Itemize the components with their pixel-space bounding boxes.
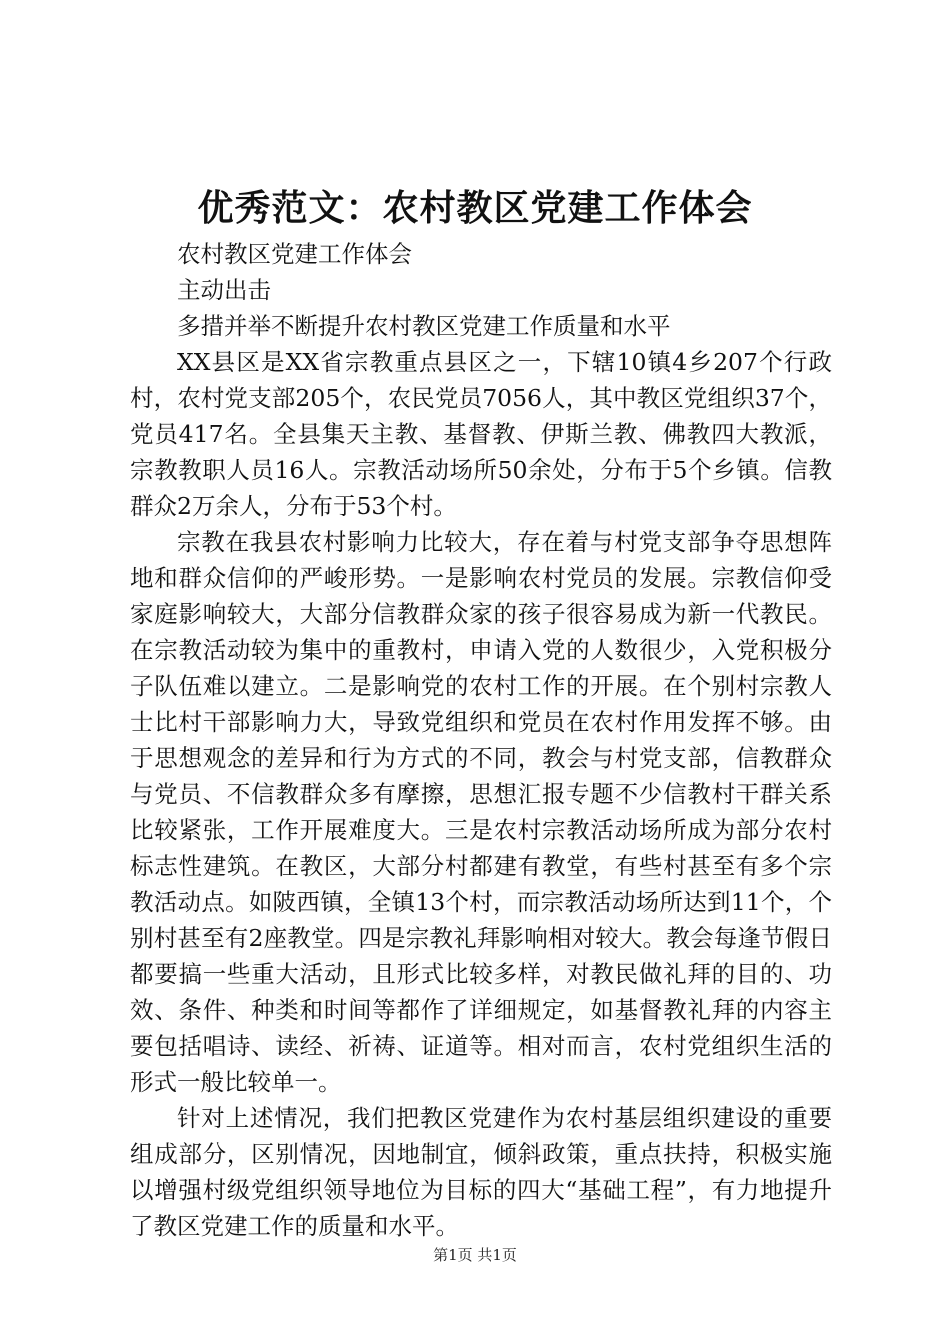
page-footer: 第1页 共1页: [433, 1246, 517, 1264]
paragraph-religion-impact: 宗教在我县农村影响力比较大，存在着与村党支部争夺思想阵地和群众信仰的严峻形势。一是影响农村党员的发展。宗教信仰受家庭影响较大，大部分信教群众家的孩子很容易成为新一代教民。在宗教活动较为集中的重教村，申请入党的人数很少，入党积极分子队伍难以建立。二是影响党的农村工作的开展。在个别村宗教人士比村干部影响力大，导致党组织和党员在农村作用发挥不够。由于思想观念的差异和行为方式的不同，教会与村党支部，信教群众与党员、不信教群众多有摩擦，思想汇报专题不少信教村干群关系比较紧张，工作开展难度大。三是农村宗教活动场所成为部分农村标志性建筑。在教区，大部分村都建有教堂，有些村甚至有多个宗教活动点。如陂西镇，全镇13个村，而宗教活动场所达到11个，个别村甚至有2座教堂。四是宗教礼拜影响相对较大。教会每逢节假日都要搞一些重大活动，且形式比较多样，对教民做礼拜的目的、功效、条件、种类和时间等都作了详细规定，如基督教礼拜的内容主要包括唱诗、读经、祈祷、证道等。相对而言，农村党组织生活的形式一般比较单一。: [130, 528, 832, 1096]
paragraph-measures: 针对上述情况，我们把教区党建作为农村基层组织建设的重要组成部分，区别情况，因地制宜，倾斜政策，重点扶持，积极实施以增强村级党组织领导地位为目标的四大“基础工程”，有力地提升了教区党建工作的质量和水平。: [130, 1104, 832, 1240]
paragraph-heading-2: 多措并举不断提升农村教区党建工作质量和水平: [177, 312, 671, 340]
paragraph-heading-1: 主动出击: [177, 276, 271, 304]
page-title: 优秀范文：农村教区党建工作体会: [197, 187, 753, 229]
paragraph-overview: XX县区是XX省宗教重点县区之一，下辖10镇4乡207个行政村，农村党支部205个，农民党员7056人，其中教区党组织37个，党员417名。全县集天主教、基督教、伊斯兰教、佛教四大教派，宗教教职人员16人。宗教活动场所50余处，分布于5个乡镇。信教群众2万余人，分布于53个村。: [130, 348, 832, 520]
paragraph-subtitle: 农村教区党建工作体会: [177, 240, 412, 268]
document-body: [130, 236, 832, 1244]
